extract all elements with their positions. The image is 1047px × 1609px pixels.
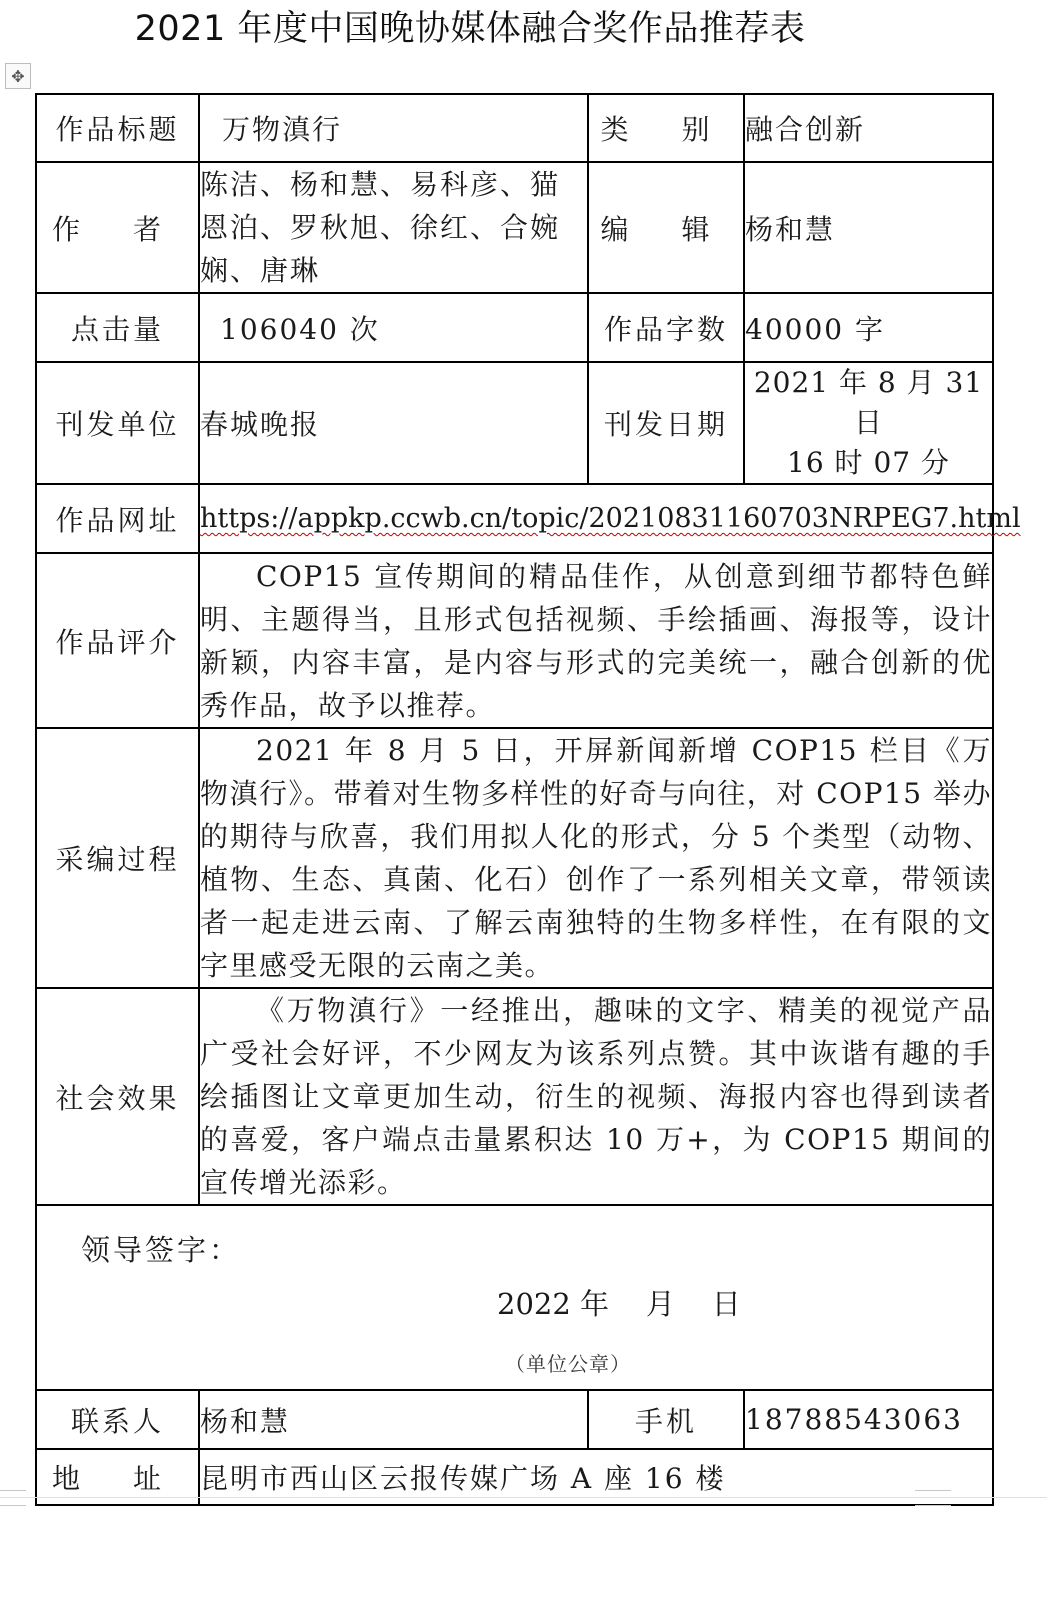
row-signature — [36, 1205, 993, 1390]
effect-label: 社会效果 — [36, 988, 199, 1205]
signature-label: 领导签字： — [81, 1233, 242, 1267]
editor-value[interactable]: 杨和慧 — [744, 162, 993, 293]
publisher-value[interactable]: 春城晚报 — [199, 362, 588, 484]
phone-label: 手机 — [588, 1390, 744, 1449]
process-label: 采编过程 — [36, 728, 199, 988]
effect-text[interactable]: 《万物滇行》一经推出，趣味的文字、精美的视觉产品广受社会好评，不少网友为该系列点赞。其中诙谐有趣的手绘插图让文章更加生动，衍生的视频、海报内容也得到读者的喜爱，客户端点击量累积达 10 万+，为 COP15 期间的宣传增光添彩。 — [199, 988, 993, 1205]
publish-date-value[interactable] — [744, 362, 993, 484]
row-publisher — [36, 362, 993, 484]
url-value[interactable]: https://appkp.ccwb.cn/topic/20210831160703NRPEG7.html — [199, 484, 993, 553]
author-line-3: 娴、唐琳 — [200, 254, 321, 287]
review-text[interactable]: COP15 宣传期间的精品佳作，从创意到细节都特色鲜明、主题得当，且形式包括视频、手绘插画、海报等，设计新颖，内容丰富，是内容与形式的完美统一，融合创新的优秀作品，故予以推荐。 — [199, 553, 993, 728]
phone-value[interactable]: 18788543063 — [744, 1390, 993, 1449]
row-review — [36, 553, 993, 728]
table-move-handle-icon[interactable]: ✥ — [5, 63, 31, 89]
author-line-2: 恩泊、罗秋旭、徐红、合婉 — [200, 211, 561, 244]
row-work-title — [36, 94, 993, 162]
row-clicks — [36, 293, 993, 362]
address-label: 地 址 — [36, 1449, 199, 1505]
review-label: 作品评介 — [36, 553, 199, 728]
author-line-1: 陈洁、杨和慧、易科彦、猫 — [200, 168, 561, 201]
word-count-value[interactable]: 40000 字 — [744, 293, 993, 362]
document-title: 2021 年度中国晚协媒体融合奖作品推荐表 — [134, 9, 806, 49]
row-process — [36, 728, 993, 988]
unit-seal-note: （单位公章） — [505, 1352, 631, 1376]
work-title-label: 作品标题 — [36, 94, 199, 162]
left-margin-mark — [0, 1490, 26, 1506]
page-bottom-margin-line — [0, 1497, 1047, 1498]
work-title-value[interactable]: 万物滇行 — [199, 94, 588, 162]
category-label: 类 别 — [588, 94, 744, 162]
author-label: 作 者 — [36, 162, 199, 293]
clicks-label: 点击量 — [36, 293, 199, 362]
publish-date-line-2: 16 时 07 分 — [787, 446, 950, 479]
right-margin-mark — [915, 1490, 951, 1506]
publish-date-line-1: 2021 年 8 月 31 日 — [753, 366, 984, 439]
row-contact — [36, 1390, 993, 1449]
signature-cell[interactable] — [36, 1205, 993, 1390]
editor-label: 编 辑 — [588, 162, 744, 293]
word-count-label: 作品字数 — [588, 293, 744, 362]
clicks-value[interactable]: 106040 次 — [199, 293, 588, 362]
address-value[interactable]: 昆明市西山区云报传媒广场 A 座 16 楼 — [199, 1449, 993, 1505]
signature-date: 2022 年 月 日 — [497, 1287, 741, 1321]
publish-date-label: 刊发日期 — [588, 362, 744, 484]
author-value[interactable] — [199, 162, 588, 293]
row-url — [36, 484, 993, 553]
row-author — [36, 162, 993, 293]
row-effect — [36, 988, 993, 1205]
category-value[interactable]: 融合创新 — [744, 94, 993, 162]
url-label: 作品网址 — [36, 484, 199, 553]
recommendation-form-table — [35, 93, 1021, 1506]
process-text[interactable]: 2021 年 8 月 5 日，开屏新闻新增 COP15 栏目《万物滇行》。带着对生物多样性的好奇与向往，对 COP15 举办的期待与欣喜，我们用拟人化的形式，分 5 个类型（动物、植物、生态、真菌、化石）创作了一系列相关文章，带领读者一起走进云南、了解云南独特的生物多样性，在有限的文字里感受无限的云南之美。 — [199, 728, 993, 988]
contact-value[interactable]: 杨和慧 — [199, 1390, 588, 1449]
contact-label: 联系人 — [36, 1390, 199, 1449]
publisher-label: 刊发单位 — [36, 362, 199, 484]
